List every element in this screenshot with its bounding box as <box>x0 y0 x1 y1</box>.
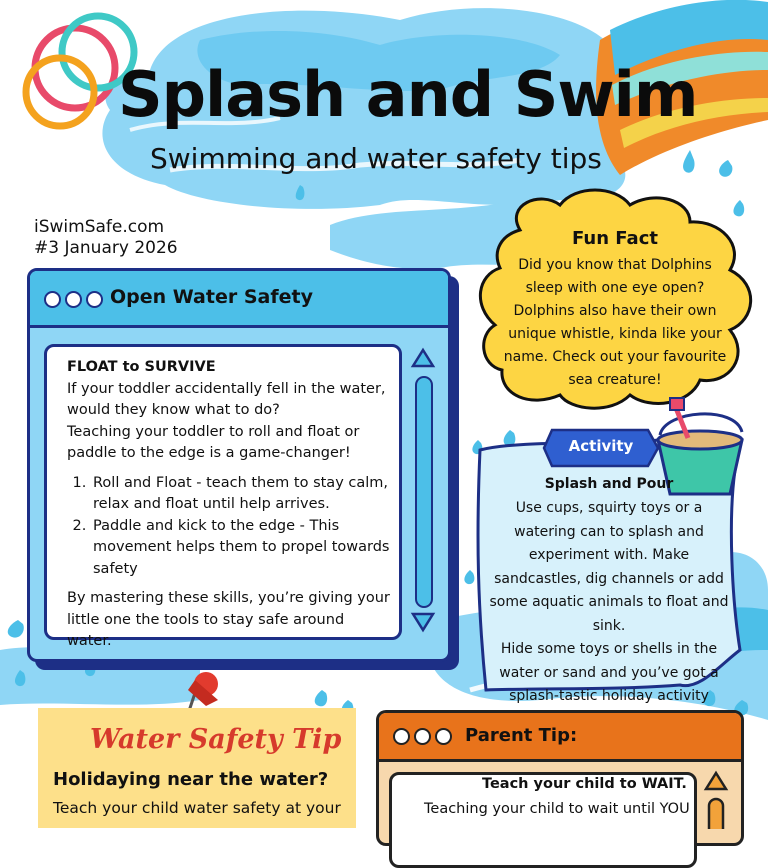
parent-tip-heading: Teach your child to WAIT. <box>482 776 687 792</box>
window-dot-icon <box>414 728 431 745</box>
scroll-up-arrow-icon <box>413 350 433 366</box>
intro-paragraph: Teaching your toddler to roll and float or paddle to the edge is a game-changer! <box>67 423 360 461</box>
window-dots <box>393 728 452 745</box>
scroll-up-arrow-icon <box>706 773 726 789</box>
steps-list <box>67 473 392 581</box>
list-item: 2. Paddle and kick to the edge - This movement helps them to propel towards safety <box>91 516 392 581</box>
page-title: Splash and Swim <box>118 58 698 131</box>
window-title: Open Water Safety <box>110 286 313 308</box>
activity-text <box>484 497 734 709</box>
window-header <box>379 713 741 762</box>
parent-tip-text: Teaching your child to wait until YOU <box>424 801 690 817</box>
window-dot-icon <box>435 728 452 745</box>
water-safety-tip-question: Holidaying near the water? <box>53 769 329 790</box>
window-text <box>67 357 392 653</box>
list-item: 1. Roll and Float - teach them to stay calm, relax and float until help arrives. <box>91 473 392 516</box>
activity-badge: Activity <box>568 437 634 455</box>
window-dot-icon <box>65 291 82 308</box>
scrollbar-track[interactable] <box>415 376 433 608</box>
window-dot-icon <box>86 291 103 308</box>
window-dots <box>44 291 103 308</box>
water-safety-tip-text: Teach your child water safety at your <box>53 799 341 817</box>
website-label: iSwimSafe.com <box>34 217 165 237</box>
outro-paragraph: By mastering these skills, you’re giving your little one the tools to stay safe around water. <box>67 590 390 649</box>
scrollbar-graphic[interactable] <box>703 769 729 829</box>
activity-paragraph: Use cups, squirty toys or a watering can to splash and experiment with. Make sandcastles, dig channels or add some aquatic animals to float and sink. <box>489 500 729 634</box>
window-title: Parent Tip: <box>465 725 578 746</box>
page-subtitle: Swimming and water safety tips <box>150 142 602 175</box>
scrollbar[interactable] <box>410 346 436 636</box>
intro-paragraph: If your toddler accidentally fell in the water, would they know what to do? <box>67 380 386 418</box>
activity-paragraph: Hide some toys or shells in the water or sand and you’ve got a splash-tastic holiday activity <box>499 641 719 704</box>
issue-label: #3 January 2026 <box>34 238 178 258</box>
window-dot-icon <box>44 291 61 308</box>
window-dot-icon <box>393 728 410 745</box>
water-safety-tip-title: Water Safety Tip <box>90 724 342 755</box>
fun-fact-title: Fun Fact <box>572 228 658 249</box>
fun-fact-text: Did you know that Dolphins sleep with one eye open? Dolphins also have their own unique whistle, kinda like your name. Check out your favourite sea creature! <box>503 257 727 388</box>
window-header <box>30 271 448 328</box>
activity-title: Splash and Pour <box>544 476 674 492</box>
window-content <box>44 344 402 649</box>
section-heading: FLOAT to SURVIVE <box>67 359 216 375</box>
open-water-safety-window <box>27 268 451 662</box>
scroll-down-arrow-icon <box>413 614 433 630</box>
